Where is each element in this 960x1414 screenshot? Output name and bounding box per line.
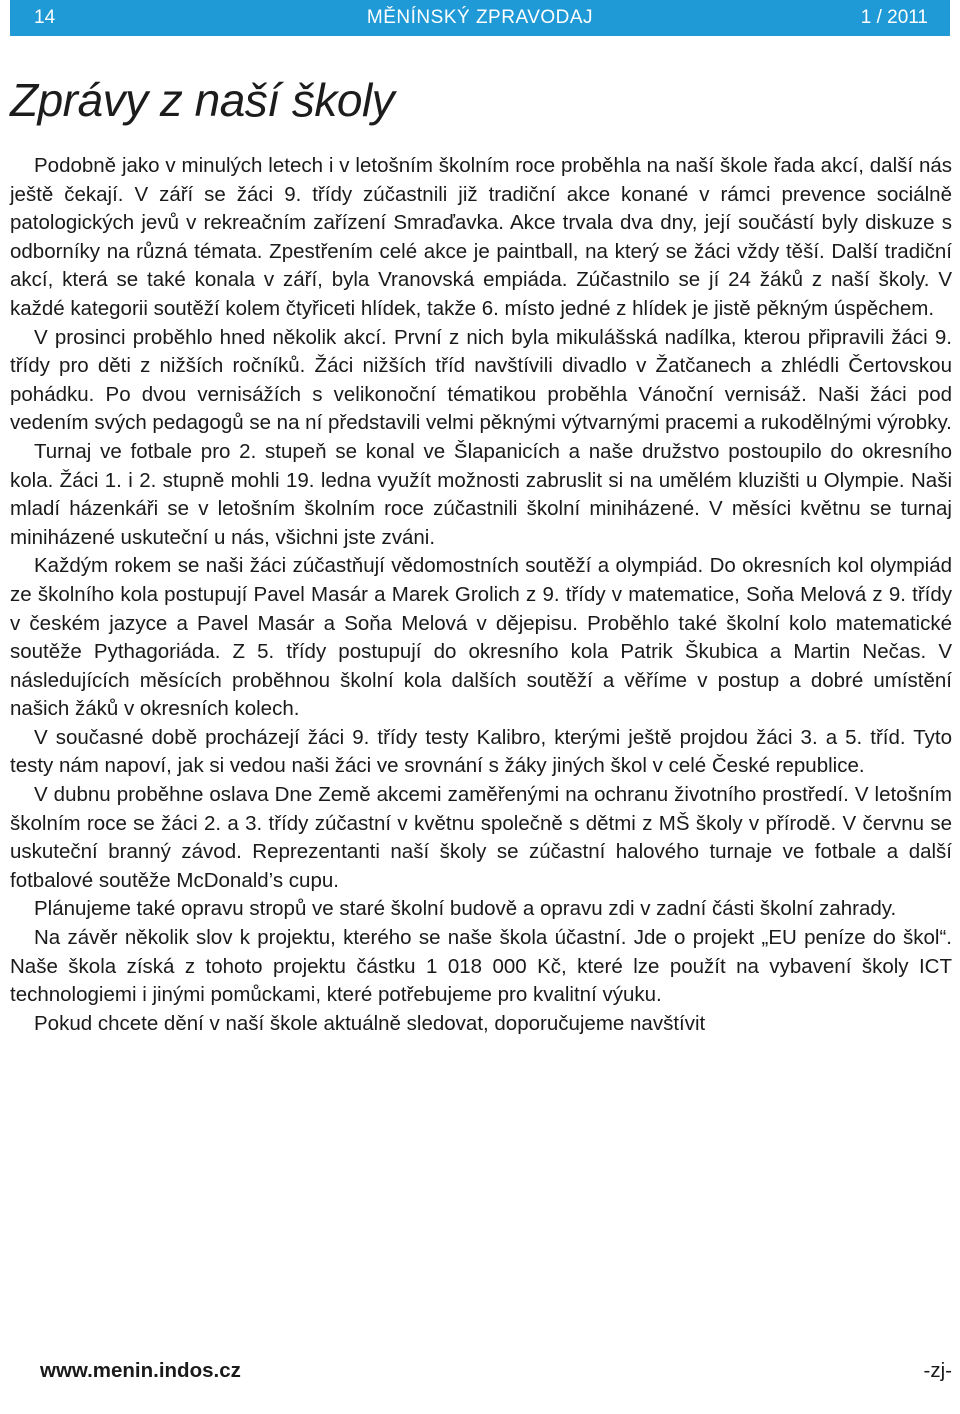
paragraph-competitions: Každým rokem se naši žáci zúčastňují vědomostních soutěží a olympiád. Do okresních kol olympiád ze školního kola postupují Pavel Masár a Marek Grolich z 9. třídy v matematice, Soňa Melová z 9. třídy v českém jazyce a Pavel Masár a Soňa Melová v dějepisu. Proběhlo také školní kolo matematické soutěže Pythagoriáda. Z 5. třídy postupují do okresního kola Patrik Škubica a Martin Nečas. V následujících měsících proběhnou školní kola dalších soutěží a věříme v postup a dobré umístění našich žáků v okresních kolech.	[10, 554, 952, 721]
paragraph-april-june: V dubnu proběhne oslava Dne Země akcemi zaměřenými na ochranu životního prostředí. V letošním školním roce se žáci 2. a 3. třídy zúčastní v květnu společně s dětmi z MŠ školy v přírodě. V červnu se uskuteční branný závod. Reprezentanti naší školy se zúčastní halového turnaje ve fotbale a další fotbalové soutěže McDonald’s cupu.	[10, 783, 952, 892]
paragraph-website-invite: Pokud chcete dění v naší škole aktuálně sledovat, doporučujeme navštívit	[34, 1011, 706, 1035]
school-website-link[interactable]: www.menin.indos.cz	[40, 1359, 241, 1382]
paragraph-events-autumn: Podobně jako v minulých letech i v letošním školním roce proběhla na naší škole řada akcí, další nás ještě čekají. V září se žáci 9. třídy zúčastnili již tradiční akce konané v rámci prevence sociálně patologických jevů v rekreačním zařízení Smraďavka. Akce trvala dva dny, její součástí byly diskuze s odborníky na různá témata. Zpestřením celé akce je paintball, na který se žáci vždy těší. Další tradiční akcí, která se také konala v září, byla Vranovská empiáda. Zúčastnilo se jí 24 žáků z naší školy. V každé kategorii soutěží kolem čtyřiceti hlídek, takže 6. místo jedné z hlídek je jistě pěkným úspěchem.	[10, 154, 952, 320]
paragraph-eu-project: Na závěr několik slov k projektu, kterého se naše škola účastní. Jde o projekt „EU peníze do škol“. Naše škola získá z tohoto projektu částku 1 018 000 Kč, které lze použít na vybavení školy ICT technologiemi i jinými pomůckami, které potřebujeme pro kvalitní výuku.	[10, 926, 952, 1007]
author-signature: -zj-	[923, 1359, 952, 1382]
paragraph-sports: Turnaj ve fotbale pro 2. stupeň se konal ve Šlapanicích a naše družstvo postoupilo do okresního kola. Žáci 1. i 2. stupně mohli 19. ledna využít možnosti zabruslit si na umělém kluzišti u Olympie. Naši mladí házenkáři se v letošním školním roce zúčastnili školní miniházené. V měsíci květnu se turnaj miniházené uskuteční u nás, všichni jste zváni.	[10, 439, 952, 549]
article-body	[10, 152, 952, 1038]
page-number: 14	[34, 7, 56, 28]
article-title: Zprávy z naší školy	[10, 74, 395, 126]
paragraph-repairs: Plánujeme také opravu stropů ve staré školní budově a opravu zdi v zadní části školní zahrady.	[34, 897, 897, 921]
page-header-bar	[10, 0, 950, 36]
paragraph-kalibro-tests: V současné době procházejí žáci 9. třídy testy Kalibro, kterými ještě projdou žáci 3. a 5. tříd. Tyto testy nám napoví, jak si vedou naši žáci ve srovnání s žáky jiných škol v celé České republice.	[10, 725, 952, 778]
issue-number: 1 / 2011	[860, 7, 928, 28]
paragraph-december: V prosinci proběhlo hned několik akcí. První z nich byla mikulášská nadílka, kterou připravili žáci 9. třídy pro děti z nižších ročníků. Žáci nižších tříd navštívili divadlo v Žatčanech a zhlédli Čertovskou pohádku. Po dvou vernisážích s velikonoční tématikou proběhla Vánoční vernisáž. Naši žáci pod vedením svých pedagogů se na ní představili velmi pěknými výtvarnými pracemi a rukodělnými výrobky.	[10, 325, 952, 435]
magazine-title: MĚNÍNSKÝ ZPRAVODAJ	[366, 7, 594, 28]
